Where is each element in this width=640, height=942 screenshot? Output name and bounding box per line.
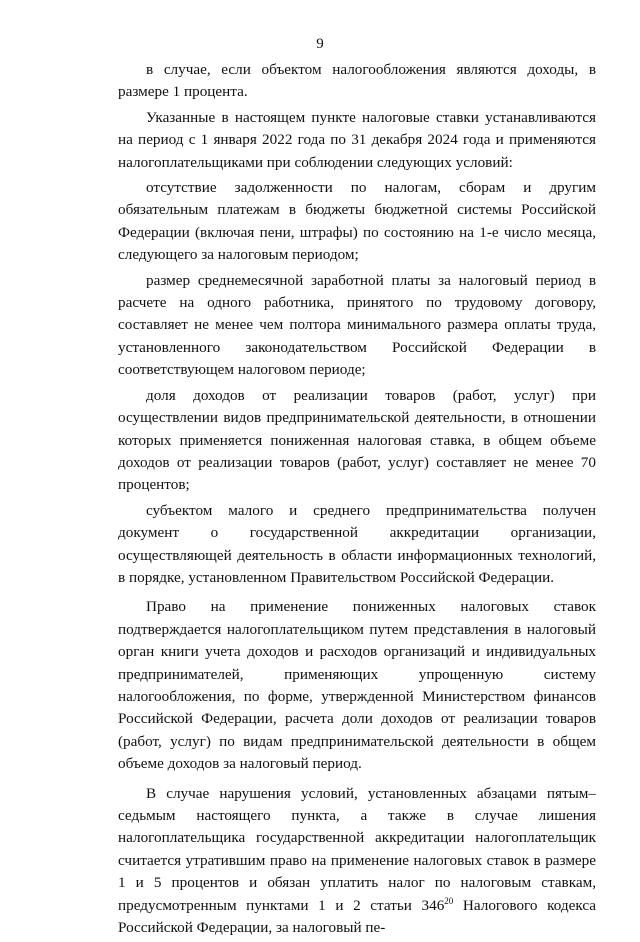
article-superscript: 20 bbox=[444, 895, 454, 906]
document-body bbox=[118, 59, 596, 942]
paragraph-condition-income-share: доля доходов от реализации товаров (работ, услуг) при осуществлении видов предпринимательской деятельности, в отношении которых применяется пониженная налоговая ставка, в общем объеме доходов от реализации товаров (работ, услуг) составляет не менее 70 процентов; bbox=[118, 386, 596, 494]
paragraph-condition-salary: размер среднемесячной заработной платы за налоговый период в расчете на одного работника, принятого по трудовому договору, составляет не менее чем полтора минимального размера оплаты труда, установленного законодательством Российской Федерации в соответствующем налоговом периоде; bbox=[118, 271, 596, 379]
paragraph-rate-1-percent: в случае, если объектом налогообложения являются доходы, в размере 1 процента. bbox=[118, 61, 596, 101]
page-number: 9 bbox=[316, 36, 324, 52]
paragraph-confirmation: Право на применение пониженных налоговых ставок подтверждается налогоплательщиком путем представления в налоговый орган книги учета доходов и расходов организаций и индивидуальных предпринимателей, применяющих упрощенную систему налогообложения, по форме, утвержденной Министерством финансов Российской Федерации, расчета доли доходов от реализации товаров (работ, услуг) по видам предпринимательской деятельности в общем объеме доходов за налоговый период. bbox=[118, 598, 596, 773]
paragraph-rate-period: Указанные в настоящем пункте налоговые ставки устанавливаются на период с 1 января 2022 года по 31 декабря 2024 года и применяются налогоплательщиками при соблюдении следующих условий: bbox=[118, 108, 596, 171]
paragraph-condition-no-debt: отсутствие задолженности по налогам, сборам и другим обязательным платежам в бюджеты бюджетной системы Российской Федерации (включая пени, штрафы) по состоянию на 1-е число месяца, следующего за налоговым периодом; bbox=[118, 179, 596, 264]
paragraph-violation-text: В случае нарушения условий, установленных абзацами пятым–седьмым настоящего пункта, а также в случае лишения налогоплательщика государственной аккредитации налогоплательщик считается утратившим право на применение налоговых ставок в размере 1 и 5 процентов и обязан уплатить налог по налоговым ставкам, предусмотренным пунктами 1 и 2 статьи 346 bbox=[118, 784, 596, 914]
paragraph-violation bbox=[118, 783, 596, 940]
paragraph-violation-continuation: Налогового кодекса Российской Федерации, за налоговый пе- bbox=[118, 896, 596, 937]
paragraph-condition-accreditation: субъектом малого и среднего предпринимательства получен документ о государственной аккредитации организации, осуществляющей деятельность в области информационных технологий, в порядке, установленном Правительством Российской Федерации. bbox=[118, 501, 596, 586]
